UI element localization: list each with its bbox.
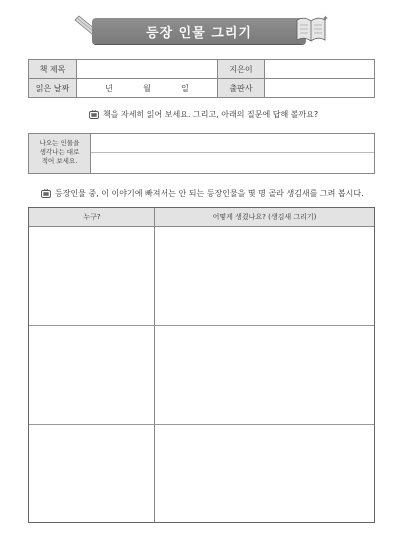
month-unit: 월 (143, 83, 151, 93)
label-line-2: 생각나는 대로 (39, 148, 80, 156)
drawing-table-header (29, 208, 374, 227)
header-banner (0, 0, 400, 50)
who-cell-1[interactable] (29, 227, 154, 325)
appearance-column-header: 어떻게 생겼나요? (생김새 그리기) (212, 213, 317, 221)
character-list-field[interactable] (91, 134, 374, 173)
read-date-label: 읽은 날짜 (29, 79, 77, 98)
character-list-box (28, 133, 375, 174)
label-line-1: 나오는 인물을 (39, 139, 80, 147)
book-title-label: 책 제목 (29, 60, 77, 79)
instruction-2 (41, 188, 364, 199)
who-cell-2[interactable] (29, 326, 154, 424)
read-date-field[interactable] (77, 79, 218, 98)
tv-icon (89, 110, 99, 119)
label-line-3: 적어 보세요. (41, 157, 78, 165)
drawing-cell-2[interactable] (155, 326, 374, 424)
drawing-cell-1[interactable] (155, 227, 374, 325)
title-ribbon (92, 18, 306, 44)
instruction-1 (89, 109, 318, 120)
author-field[interactable] (265, 60, 375, 79)
page-title: 등장 인물 그리기 (146, 26, 252, 41)
year-unit: 년 (105, 83, 113, 93)
who-column-header: 누구? (83, 213, 101, 221)
instruction-1-text: 책을 자세히 읽어 보세요. 그리고, 아래의 질문에 답해 볼까요? (103, 110, 319, 119)
character-list-label (29, 134, 91, 173)
book-title-field[interactable] (77, 60, 218, 79)
book-info-table (28, 59, 375, 98)
tv-icon (41, 189, 51, 198)
instruction-2-text: 등장인물 중, 이 이야기에 빠져서는 안 되는 등장인물을 몇 명 골라 생김새를 그려 봅시다. (55, 189, 364, 198)
author-label: 지은이 (218, 60, 265, 79)
publisher-field[interactable] (265, 79, 375, 98)
drawing-table (28, 207, 375, 523)
who-cell-3[interactable] (29, 425, 154, 522)
drawing-cell-3[interactable] (155, 425, 374, 522)
publisher-label: 출판사 (218, 79, 265, 98)
day-unit: 일 (181, 83, 189, 93)
sparkle-icon: ✦ (322, 14, 329, 23)
